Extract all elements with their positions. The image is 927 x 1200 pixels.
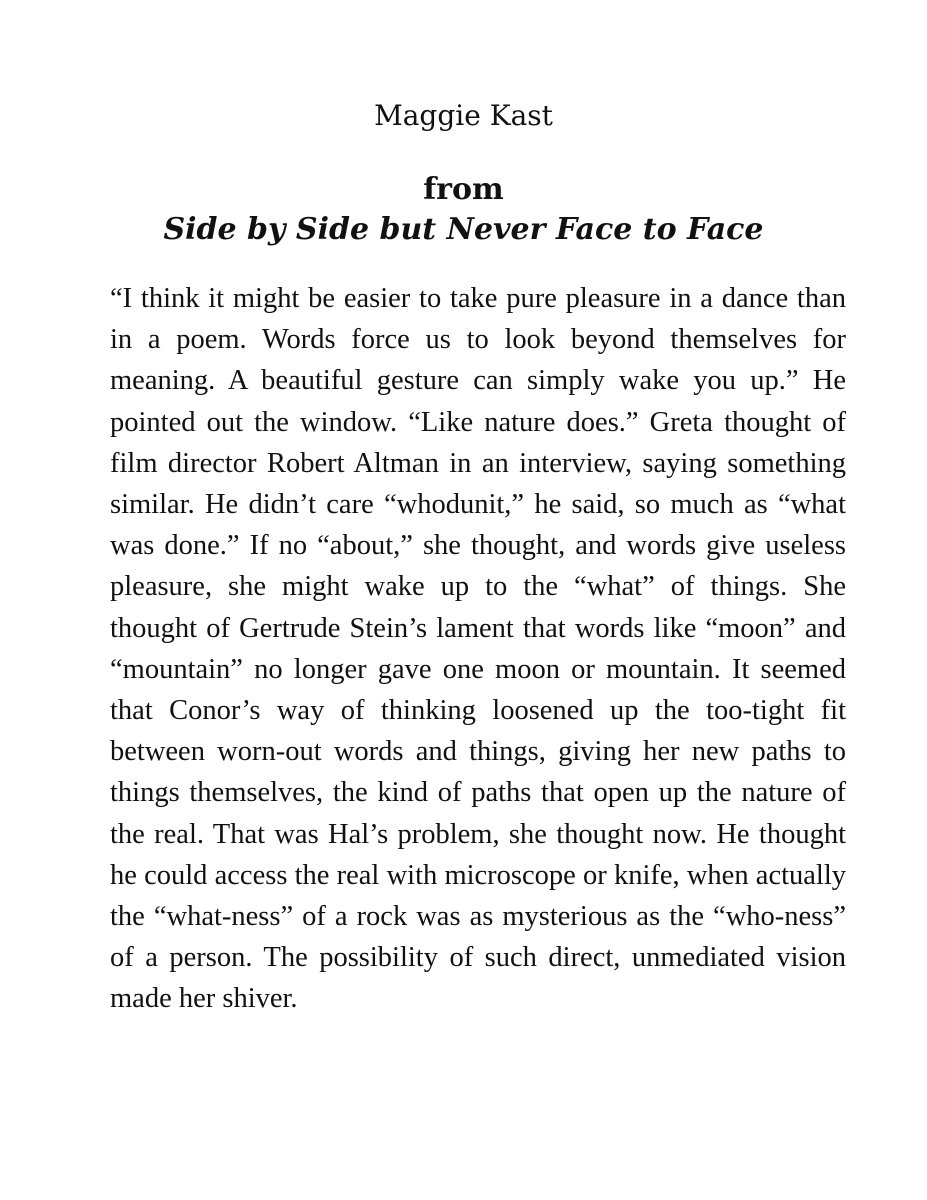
from-label: from <box>423 172 504 207</box>
work-title: Side by Side but Never Face to Face <box>163 212 764 247</box>
excerpt-paragraph: “I think it might be easier to take pure pleasure in a dance than in a poem. Words force us to look beyond themselves for meaning. A beautiful gesture can simply wake you up.” He pointed out the window. “Like nature does.” Greta thought of film director Robert Altman in an interview, saying something similar. He didn’t care “whodunit,” he said, so much as “what was done.” If no “about,” she thought, and words give useless pleasure, she might wake up to the “what” of things. She thought of Gertrude Stein’s lament that words like “moon” and “mountain” no longer gave one moon or mountain. It seemed that Conor’s way of thinking loosened up the too-tight fit between worn-out words and things, giving her new paths to things themselves, the kind of paths that open up the nature of the real. That was Hal’s problem, she thought now. He thought he could access the real with microscope or knife, when actually the “what-ness” of a rock was as mysterious as the “who-ness” of a person. The possibility of such direct, unmediated vision made her shiver. <box>110 283 846 1015</box>
author-name: Maggie Kast <box>374 99 553 132</box>
